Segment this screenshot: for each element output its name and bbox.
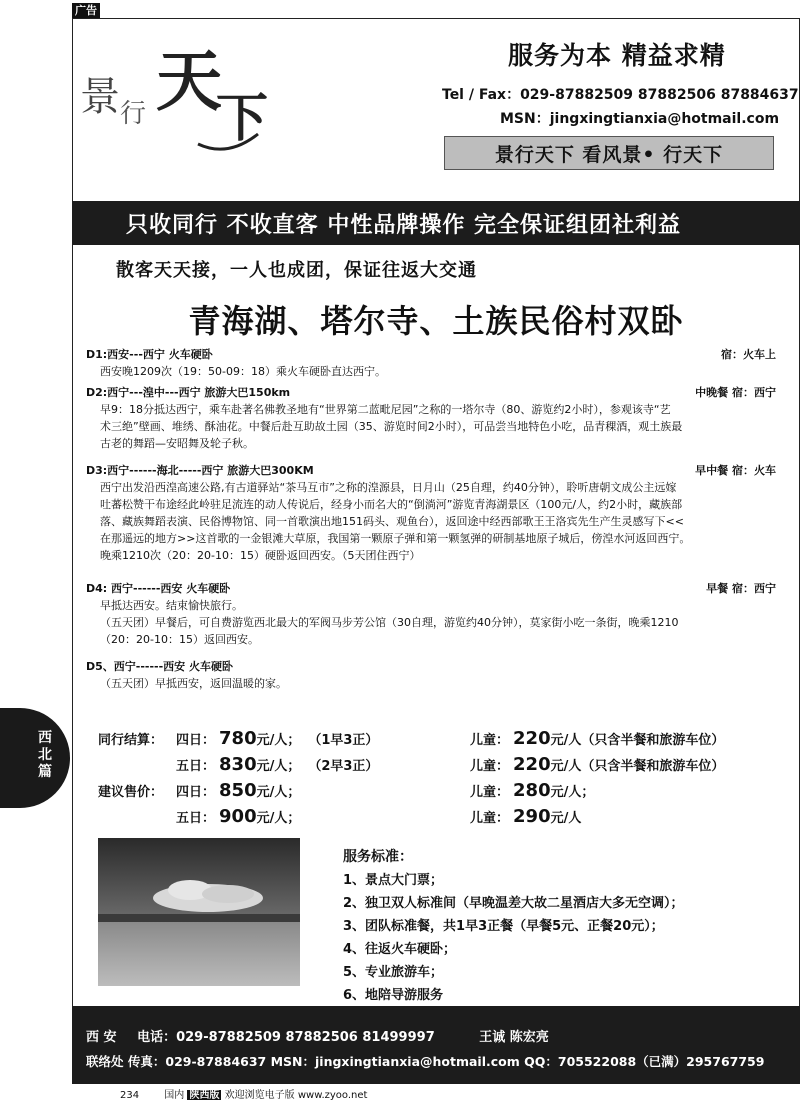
page-footer [120,1086,367,1100]
service-item: 2、独卫双人标准间（早晚温差大故二星酒店大多无空调）； [343,896,684,911]
itinerary-day-4 [86,580,776,648]
website-note: 欢迎浏览电子版 www.zyoo.net [224,1090,368,1100]
price-label-agent: 同行结算： [98,733,164,748]
svg-text:天: 天 [156,42,222,120]
itinerary-day-2 [86,384,776,452]
sub-slogan: 散客天天接，一人也成团，保证往返大交通 [116,260,477,281]
banner: 只收同行 不收直客 中性品牌操作 完全保证组团社利益 [72,201,800,245]
footer-qq: QQ：705522088（已满）295767759 [524,1054,765,1069]
service-item: 6、地陪导游服务 [343,988,444,1003]
day-lodging: 早中餐 宿：火车 [695,464,776,477]
price-row: 五日： 830 元/人； （2早3正） [176,754,379,775]
day-line: 早9：18分抵达西宁，乘车赴著名佛教圣地有“世界第二蓝毗尼园”之称的一塔尔寺（80、游览约2小时），参观该寺“艺 [100,403,671,416]
price-row: 五日： 900 元/人； [176,806,301,827]
day-line: 古老的舞蹈—安昭舞及轮子秋。 [100,437,254,450]
child-price-row: 儿童： 220 元/人（只含半餐和旅游车位） [470,728,725,749]
region-badge: 陕西版 [189,1090,220,1100]
itinerary-day-3 [86,462,776,564]
itinerary-day-5 [86,658,776,692]
day-line: 术三绝”壁画、堆绣、酥油花。中餐后赴互助故土园（35、游览时间2小时），可品尝当地特色小吃，品青稞酒，观土族最 [100,420,683,433]
child-price-row: 儿童： 280 元/人； [470,780,595,801]
day-heading: D1:西安---西宁 火车硬卧 [86,348,213,361]
price-row: 同行结算： 四日： 780 元/人； （1早3正） [98,728,379,749]
contact-footer [72,1006,800,1084]
msn-address: MSN：jingxingtianxia@hotmail.com [500,111,780,127]
day-line: 在那遥远的地方>>这首歌的一金银滩大草原，我国第一颗原子弹和第一颗氢弹的研制基地原子城后，傍湟水河返回西宁。 [100,532,691,545]
day-heading: D5、西宁------西安 火车硬卧 [86,660,234,673]
day-heading: D3:西宁------海北-----西宁 旅游大巴300KM [86,464,314,477]
day-line: 吐蕃松赞干布途经此岭驻足流连的动人传说后，经身小而名大的“倒淌河”游览青海湖景区（100元/人，约2小时，藏族部 [100,498,683,511]
day-line: 早抵达西安。结束愉快旅行。 [100,599,243,612]
section-tab-northwest: 西 北 篇 [0,708,70,808]
landscape-photo [98,838,300,986]
day-lodging: 中晚餐 宿：西宁 [695,386,776,399]
brand-logo [78,40,278,180]
day-lodging: 宿：火车上 [721,348,776,361]
tagline: 景行天下 看风景• 行天下 [444,136,774,170]
child-price-row: 儿童： 290 元/人 [470,806,582,827]
price-row: 建议售价： 四日： 850 元/人； [98,780,301,801]
svg-text:下: 下 [216,88,269,149]
service-item: 4、往返火车硬卧； [343,942,457,957]
tel-fax: Tel / Fax：029-87882509 87882506 87884637 [442,87,799,103]
tour-title: 青海湖、塔尔寺、土族民俗村双卧 [188,302,684,340]
day-line: 西安晚1209次（19：50-09：18）乘火车硬卧直达西宁。 [100,365,386,378]
service-item: 1、景点大门票； [343,873,444,888]
svg-text:景: 景 [80,74,120,120]
slogan: 服务为本 精益求精 [508,41,726,70]
day-lodging: 早餐 宿：西宁 [706,582,776,595]
day-line: （五天团）早抵西安，返回温暖的家。 [100,677,287,690]
page-number: 234 [120,1090,140,1100]
day-line: 晚乘1210次（20：20-10：15）硬卧返回西安。（5天团住西宁） [100,549,421,562]
price-label-retail: 建议售价： [98,785,164,800]
day-line: 西宁出发沿西湟高速公路,有古道驿站“茶马互市”之称的湟源县，日月山（25自理，约40分钟），聆听唐朝文成公主远嫁 [100,481,677,494]
day-line: （20：20-10：15）返回西安。 [100,633,259,646]
day-line: 落、藏族舞蹈表演、民俗博物馆、同一首歌演出地151码头、观鱼台），返回途中经西部歌王王洛宾先生产生灵感写下<< [100,515,684,528]
footer-msn: MSN：jingxingtianxia@hotmail.com [270,1054,520,1069]
footer-fax: 传真：029-87884637 [127,1054,267,1069]
child-price-row: 儿童： 220 元/人（只含半餐和旅游车位） [470,754,725,775]
service-item: 3、团队标准餐，共1早3正餐（早餐5元、正餐20元）； [343,919,664,934]
ad-label: 广告 [72,3,100,19]
service-item: 5、专业旅游车； [343,965,444,980]
service-standards [343,846,684,1007]
day-line: （五天团）早餐后，可自费游览西北最大的军阀马步芳公馆（30自理，游览约40分钟），莫家街小吃一条街，晚乘1210 [100,616,679,629]
service-title: 服务标准： [343,849,413,865]
footer-phone: 电话：029-87882509 87882506 81499997 [137,1030,435,1045]
svg-text:行: 行 [120,99,147,129]
itinerary-day-1 [86,346,776,380]
section-name: 国内 [164,1090,185,1100]
day-heading: D4: 西宁------西安 火车硬卧 [86,582,231,595]
footer-office: 联络处 [86,1054,124,1069]
day-heading: D2:西宁---湟中---西宁 旅游大巴150km [86,386,291,399]
footer-contacts: 王诚 陈宏亮 [479,1030,549,1045]
footer-city: 西 安 [86,1030,117,1045]
